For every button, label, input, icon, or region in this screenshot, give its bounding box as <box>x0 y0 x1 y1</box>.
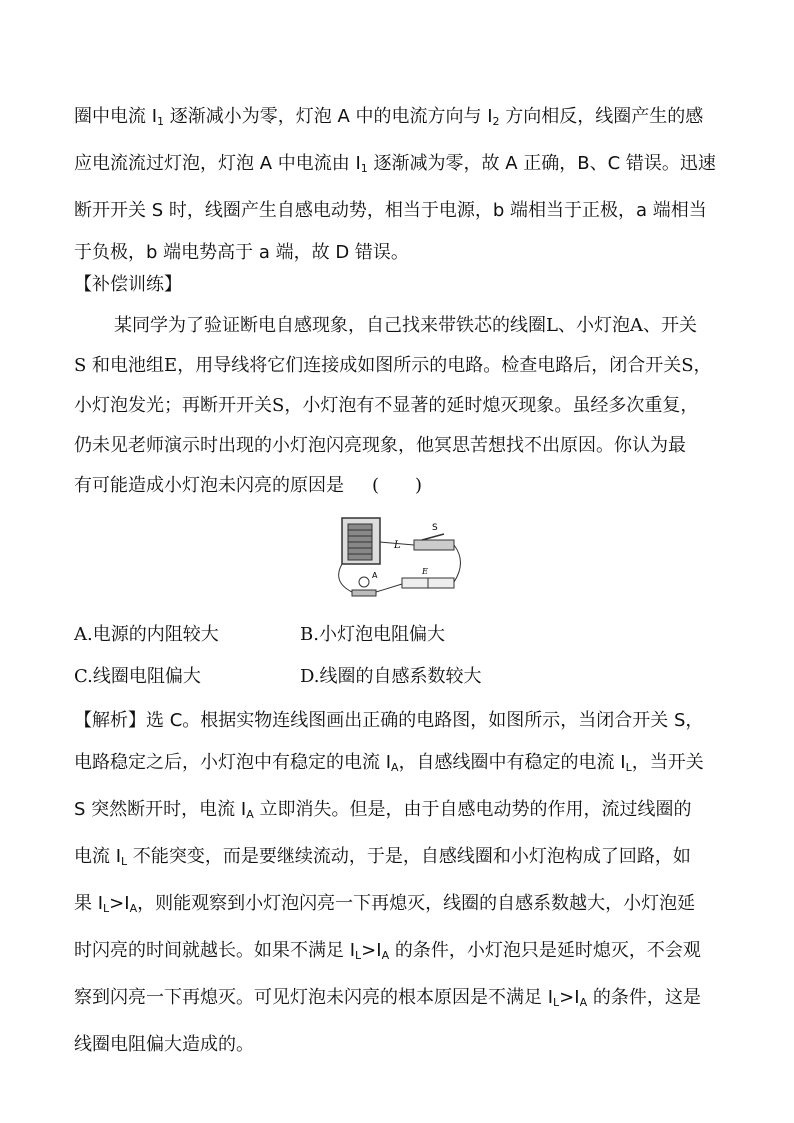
text-line: 察到闪亮一下再熄灭。可见灯泡未闪亮的根本原因是不满足 $I_L>I_A$ 的条件，这是 <box>74 987 701 1009</box>
text-line: 小灯泡发光；再断开开关S，小灯泡有不显著的延时熄灭现象。虽经多次重复， <box>74 395 699 416</box>
circuit-figure <box>322 512 472 606</box>
text-line: 【解析】选 C。根据实物连线图画出正确的电路图，如图所示，当闭合开关 S， <box>74 710 704 731</box>
text-line: 电流 $I_L$ 不能突变，而是要继续流动，于是，自感线圈和小灯泡构成了回路，如 <box>74 846 691 868</box>
text-line: 果 $I_L>I_A$，则能观察到小灯泡闪亮一下再熄灭，线圈的自感系数越大，小灯泡延 <box>74 893 696 915</box>
text-line: 某同学为了验证断电自感现象，自己找来带铁芯的线圈L、小灯泡A、开关 <box>114 315 697 336</box>
section-heading: 【补偿训练】 <box>74 274 182 295</box>
option-a: A.电源的内阻较大 <box>74 624 219 645</box>
text-line: 应电流流过灯泡，灯泡 A 中电流由 $I_1$ 逐渐减为零，故 A 正确，B、C 错误。迅速 <box>74 153 716 175</box>
question-paragraph <box>74 306 722 506</box>
text-line: 有可能造成小灯泡未闪亮的原因是 ( ) <box>74 475 423 496</box>
text-line: 仍未见老师演示时出现的小灯泡闪亮现象，他冥思苦想找不出原因。你认为最 <box>74 435 686 456</box>
text-line: 于负极，b 端电势高于 a 端，故 D 错误。 <box>74 242 409 263</box>
text-line: S 突然断开时，电流 $I_A$ 立即消失。但是，由于自感电动势的作用，流过线圈的 <box>74 799 692 821</box>
option-c: C.线圈电阻偏大 <box>74 666 201 687</box>
label-a: A <box>372 571 378 580</box>
text-line: S 和电池组E，用导线将它们连接成如图所示的电路。检查电路后，闭合开关S， <box>74 355 712 376</box>
text-line: 断开开关 S 时，线圈产生自感电动势，相当于电源，b 端相当于正极，a 端相当 <box>74 200 707 221</box>
text-line: 时闪亮的时间就越长。如果不满足 $I_L>I_A$ 的条件，小灯泡只是延时熄灭，不会观 <box>74 940 701 962</box>
text-line: 电路稳定之后，小灯泡中有稳定的电流 $I_A$，自感线圈中有稳定的电流 $I_L$，当开关 <box>74 752 704 774</box>
text-line: 圈中电流 $I_1$ 逐渐减小为零，灯泡 A 中的电流方向与 $I_2$ 方向相反，线圈产生的感 <box>74 106 704 128</box>
analysis-paragraph <box>74 700 722 1066</box>
option-b: B.小灯泡电阻偏大 <box>300 624 445 645</box>
label-l: L <box>394 540 401 551</box>
label-s: S <box>432 523 438 533</box>
label-e: E <box>422 567 428 576</box>
option-d: D.线圈的自感系数较大 <box>300 666 482 687</box>
text-line: 线圈电阻偏大造成的。 <box>74 1034 254 1055</box>
explanation-paragraph <box>74 96 722 274</box>
answer-blank: ( ) <box>372 475 423 496</box>
